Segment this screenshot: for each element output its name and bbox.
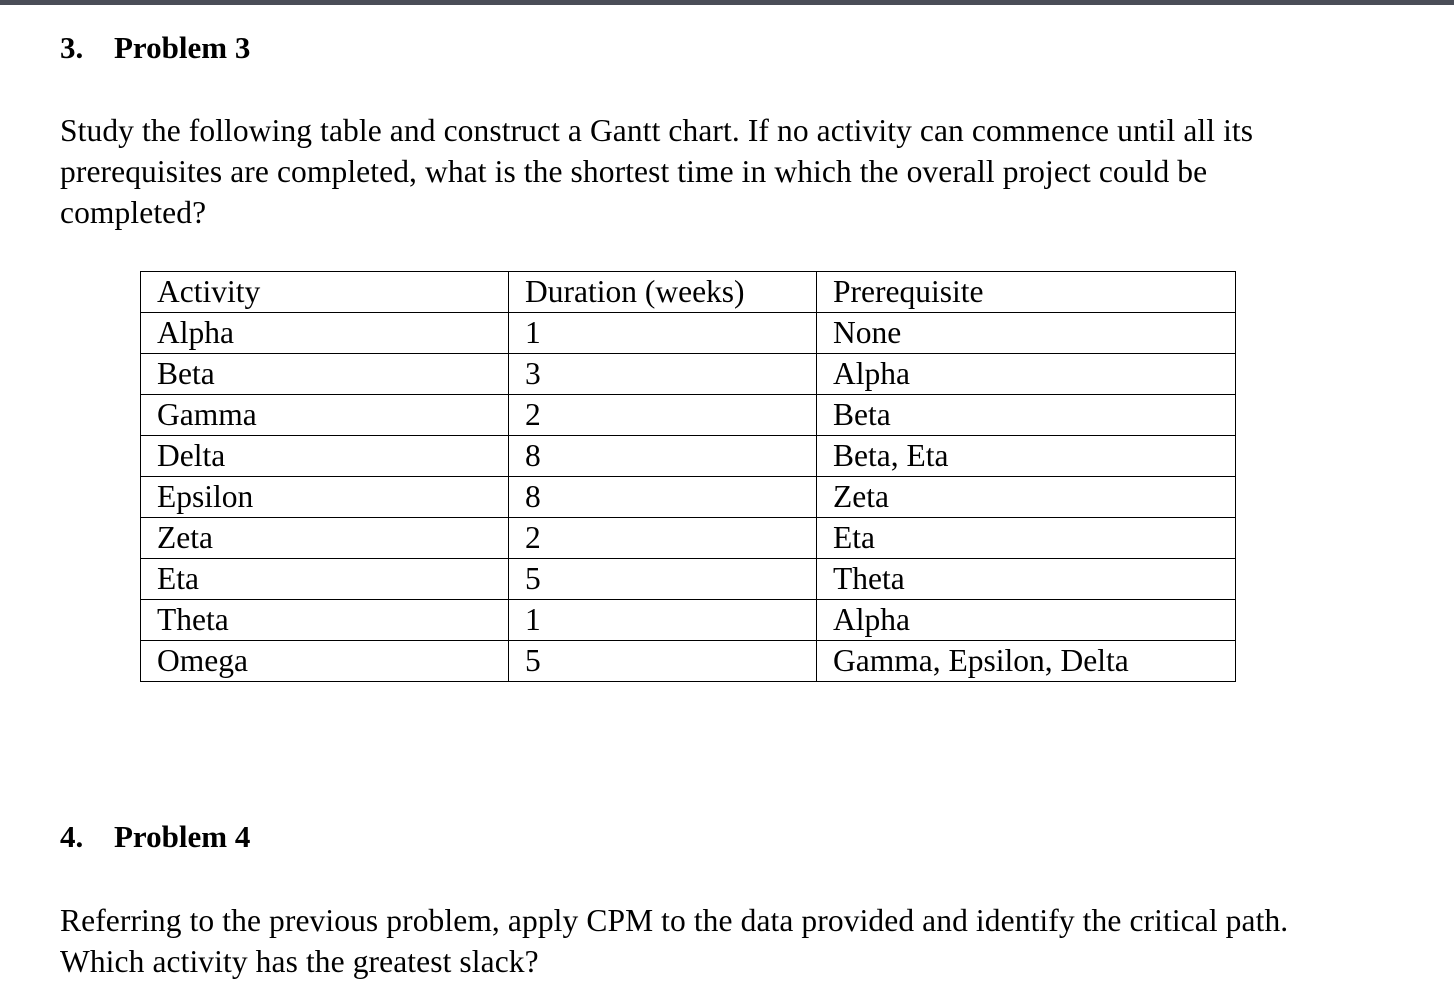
duration-cell: 8	[509, 436, 817, 477]
prerequisite-cell: Alpha	[817, 354, 1236, 395]
problem-3-title: Problem 3	[114, 30, 251, 65]
prerequisite-cell: Beta, Eta	[817, 436, 1236, 477]
table-header-row	[141, 272, 1236, 313]
problem-4-number: 4.	[60, 819, 84, 854]
activity-cell: Alpha	[141, 313, 509, 354]
activity-cell: Omega	[141, 641, 509, 682]
prerequisite-cell: Zeta	[817, 477, 1236, 518]
prerequisite-cell: Beta	[817, 395, 1236, 436]
problem-3-question	[60, 110, 1253, 233]
problem-4-heading	[60, 819, 250, 855]
problem-4-question	[60, 900, 1288, 982]
top-border	[0, 0, 1454, 5]
activity-cell: Gamma	[141, 395, 509, 436]
problem-3-line-1: Study the following table and construct a Gantt chart. If no activity can commence until all its	[60, 113, 1254, 148]
duration-cell: 1	[509, 313, 817, 354]
duration-cell: 5	[509, 559, 817, 600]
table-row	[141, 518, 1236, 559]
header-activity: Activity	[141, 272, 509, 313]
problem-4-line-1: Referring to the previous problem, apply CPM to the data provided and identify the critical path.	[60, 903, 1289, 938]
duration-cell: 3	[509, 354, 817, 395]
table-row	[141, 395, 1236, 436]
prerequisite-cell: Theta	[817, 559, 1236, 600]
duration-cell: 2	[509, 518, 817, 559]
activity-cell: Zeta	[141, 518, 509, 559]
prerequisite-cell: Eta	[817, 518, 1236, 559]
activity-cell: Eta	[141, 559, 509, 600]
activity-cell: Beta	[141, 354, 509, 395]
duration-cell: 2	[509, 395, 817, 436]
activity-cell: Theta	[141, 600, 509, 641]
duration-cell: 1	[509, 600, 817, 641]
activity-table	[140, 271, 1236, 682]
duration-cell: 5	[509, 641, 817, 682]
prerequisite-cell: Gamma, Epsilon, Delta	[817, 641, 1236, 682]
table-row	[141, 436, 1236, 477]
problem-3-line-3: completed?	[60, 195, 207, 230]
table-row	[141, 313, 1236, 354]
activity-cell: Delta	[141, 436, 509, 477]
table-row	[141, 559, 1236, 600]
table-row	[141, 354, 1236, 395]
problem-3-number: 3.	[60, 30, 84, 65]
problem-4-title: Problem 4	[114, 819, 251, 854]
problem-3-line-2: prerequisites are completed, what is the shortest time in which the overall project could be	[60, 154, 1208, 189]
problem-4-line-2: Which activity has the greatest slack?	[60, 944, 539, 979]
activity-cell: Epsilon	[141, 477, 509, 518]
problem-3-heading	[60, 30, 250, 66]
header-duration: Duration (weeks)	[509, 272, 817, 313]
prerequisite-cell: None	[817, 313, 1236, 354]
prerequisite-cell: Alpha	[817, 600, 1236, 641]
table-row	[141, 600, 1236, 641]
table-row	[141, 477, 1236, 518]
header-prerequisite: Prerequisite	[817, 272, 1236, 313]
duration-cell: 8	[509, 477, 817, 518]
table-row	[141, 641, 1236, 682]
